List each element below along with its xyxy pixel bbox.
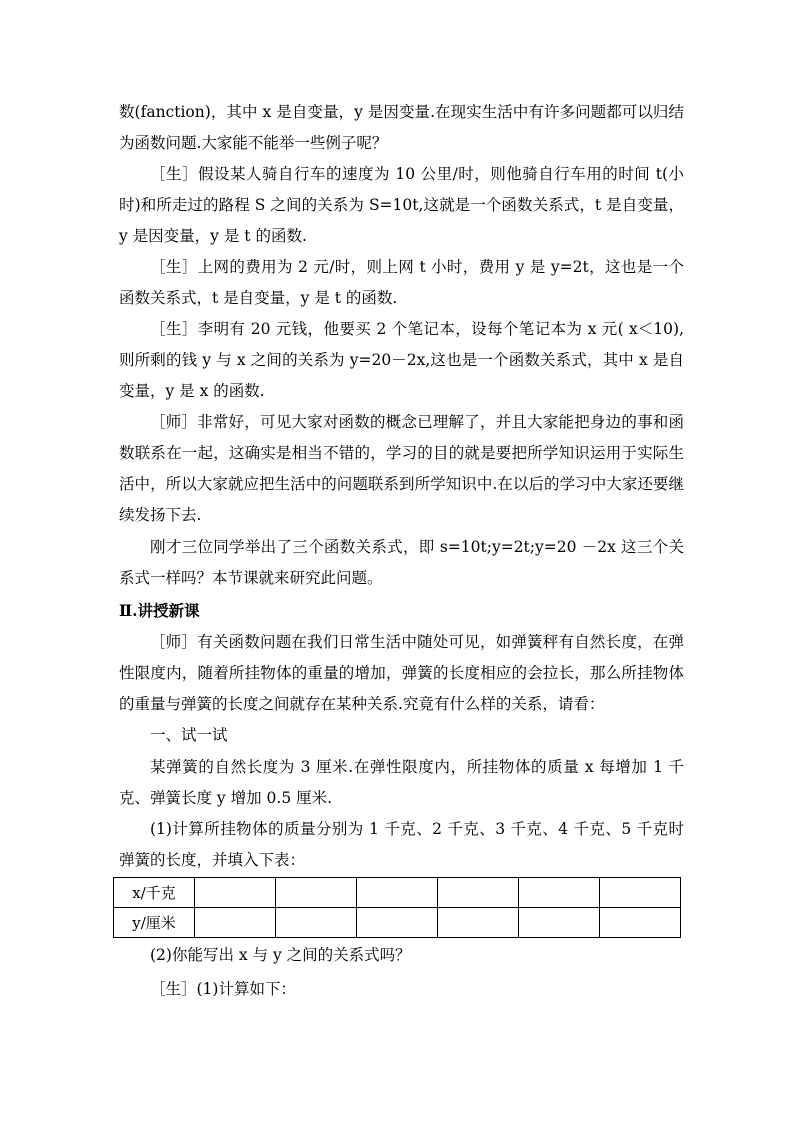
- paragraph-student-calc: ［生］(1)计算如下：: [150, 980, 296, 998]
- table-row: [114, 878, 681, 908]
- paragraph-function-intro: 数(fanction)，其中 x 是自变量，y 是因变量.在现实生活中有许多问题都可以归结为函数问题.大家能不能举一些例子呢？: [119, 103, 684, 152]
- table-cell: [600, 908, 681, 938]
- table-cell: [195, 908, 276, 938]
- row-header-length: y/厘米: [114, 908, 195, 938]
- paragraph-teacher-praise: ［师］非常好，可见大家对函数的概念已理解了，并且大家能把身边的事和函数联系在一起，这确实是相当不错的，学习的目的就是要把所学知识运用于实际生活中，所以大家就应把生活中的问题联系到所学知识中.在以后的学习中大家还要继续发扬下去.: [119, 413, 684, 524]
- table-cell: [438, 878, 519, 908]
- paragraph-student-bicycle: ［生］假设某人骑自行车的速度为 10 公里/时，则他骑自行车用的时间 t(小时)和所走过的路程 S 之间的关系为 S=10t,这就是一个函数关系式，t 是自变量，y 是因变量，y 是 t 的函数.: [119, 165, 684, 245]
- table-cell: [519, 908, 600, 938]
- table-cell: [276, 878, 357, 908]
- table-cell: [195, 878, 276, 908]
- paragraph-spring-problem: 某弹簧的自然长度为 3 厘米.在弹性限度内，所挂物体的质量 x 每增加 1 千克、弹簧长度 y 增加 0.5 厘米.: [119, 758, 684, 807]
- table-cell: [600, 878, 681, 908]
- table-row: [114, 908, 681, 938]
- subheading-try-it: 一、试一试: [150, 726, 228, 744]
- paragraph-question-2: (2)你能写出 x 与 y 之间的关系式吗？: [150, 946, 411, 964]
- spring-data-table: [113, 877, 681, 938]
- table-cell: [438, 908, 519, 938]
- paragraph-question-1: (1)计算所挂物体的质量分别为 1 千克、2 千克、3 千克、4 千克、5 千克时弹簧的长度，并填入下表：: [119, 820, 684, 869]
- section-heading-new-lesson: Ⅱ.讲授新课: [119, 601, 200, 620]
- paragraph-three-formulas: 刚才三位同学举出了三个函数关系式，即 s=10t;y=2t;y=20 －2x 这三个关系式一样吗？本节课就来研究此问题。: [119, 538, 684, 587]
- table-cell: [276, 908, 357, 938]
- paragraph-student-internet: ［生］上网的费用为 2 元/时，则上网 t 小时，费用 y 是 y=2t，这也是一个函数关系式，t 是自变量，y 是 t 的函数.: [119, 258, 684, 307]
- row-header-mass: x/千克: [114, 878, 195, 908]
- paragraph-teacher-spring: ［师］有关函数问题在我们日常生活中随处可见，如弹簧秤有自然长度，在弹性限度内，随着所挂物体的重量的增加，弹簧的长度相应的会拉长，那么所挂物体的重量与弹簧的长度之间就存在某种关系.究竟有什么样的关系，请看：: [119, 633, 684, 713]
- table-cell: [519, 878, 600, 908]
- paragraph-student-notebook: ［生］李明有 20 元钱，他要买 2 个笔记本，设每个笔记本为 x 元( x＜10),则所剩的钱 y 与 x 之间的关系为 y=20－2x,这也是一个函数关系式，其中 x 是自变量，y 是 x 的函数.: [119, 320, 684, 400]
- table-cell: [357, 908, 438, 938]
- table-cell: [357, 878, 438, 908]
